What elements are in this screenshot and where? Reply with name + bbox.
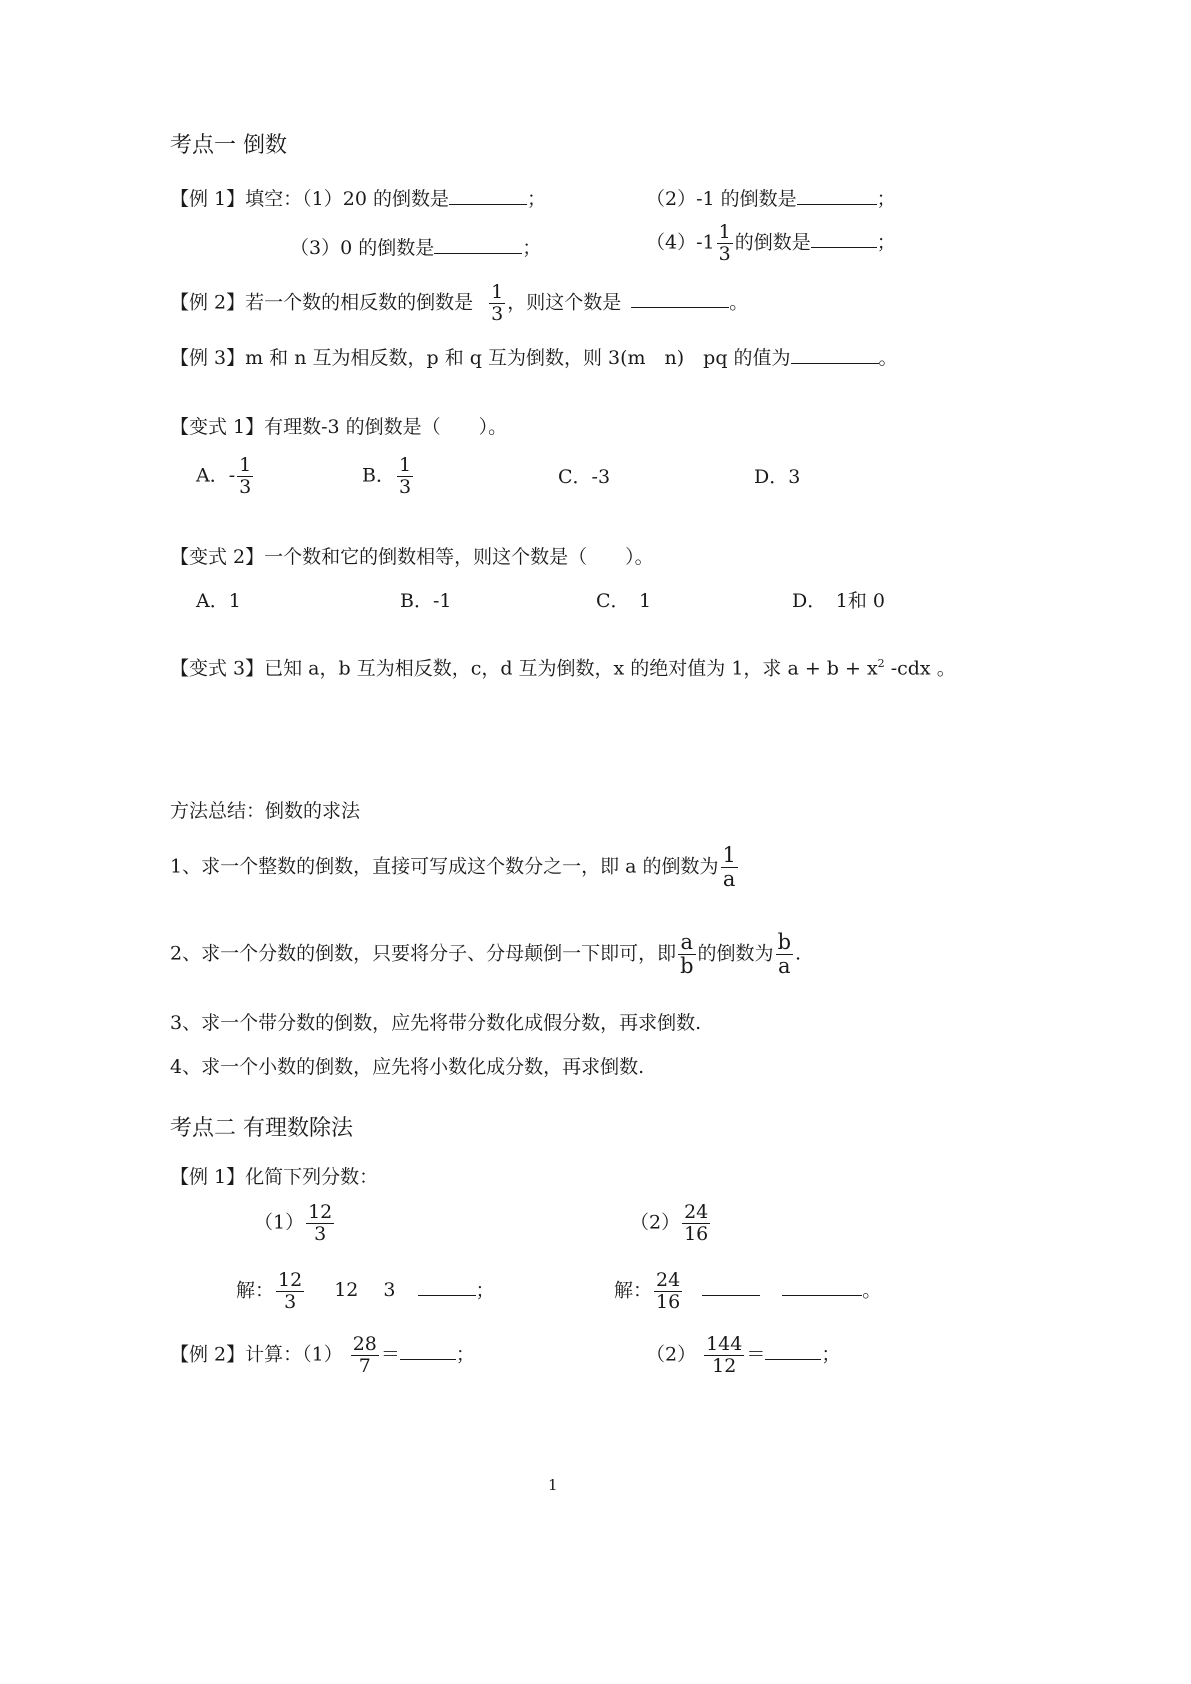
- numerator: a: [678, 931, 695, 955]
- equals-sign: ＝: [746, 1343, 766, 1366]
- punctuation: ；: [455, 1343, 475, 1366]
- answer-blank[interactable]: [400, 1340, 456, 1360]
- numerator: 1: [722, 843, 736, 867]
- variant-3-suffix: -cdx 。: [884, 657, 956, 680]
- fraction: [704, 1334, 744, 1377]
- variant-1-option-d[interactable]: D．3: [754, 466, 801, 488]
- solution-expression: 12 3: [334, 1279, 396, 1302]
- fraction: [654, 1270, 682, 1313]
- question-3-text: （3）0 的倒数是: [290, 237, 435, 259]
- answer-blank[interactable]: [797, 185, 877, 205]
- variant-1-option-b[interactable]: [362, 455, 415, 498]
- variant-2-option-c[interactable]: C． 1: [596, 590, 652, 612]
- denominator: 16: [656, 1290, 681, 1313]
- variant-3-question: [170, 658, 956, 678]
- example-label: 【例 1】填空：: [170, 188, 303, 210]
- example-3-text: 【例 3】m 和 n 互为相反数，p 和 q 互为倒数，则 3(m n) pq 的值为: [170, 347, 791, 369]
- denominator: a: [778, 954, 791, 979]
- section-title-reciprocal: 考点一 倒数: [170, 133, 287, 158]
- method-step-2-text: 2、求一个分数的倒数，只要将分子、分母颠倒一下即可，即: [170, 942, 677, 965]
- denominator: 3: [718, 242, 731, 265]
- answer-blank[interactable]: [765, 1340, 821, 1360]
- denominator: a: [722, 867, 736, 892]
- question-label: （1）: [254, 1211, 305, 1234]
- page-number: 1: [548, 1476, 558, 1494]
- denominator: 3: [491, 302, 504, 325]
- punctuation: ；: [522, 237, 542, 259]
- method-step-2: [170, 931, 801, 978]
- denominator: 12: [712, 1354, 737, 1377]
- fraction: [721, 844, 738, 891]
- option-label: B．: [362, 464, 395, 487]
- punctuation: 。: [862, 1279, 882, 1302]
- method-step-2-middle: 的倒数为: [697, 942, 774, 965]
- punctuation: ；: [475, 1279, 495, 1302]
- example-1-line-1: [170, 185, 546, 209]
- numerator: 24: [684, 1201, 709, 1223]
- exponent: 2: [877, 657, 885, 670]
- question-4-text: （4）-1: [646, 231, 715, 254]
- fraction: [717, 222, 733, 265]
- variant-2-option-d[interactable]: D． 1和 0: [792, 590, 885, 612]
- example-2-calculate-1: [170, 1334, 475, 1377]
- answer-blank[interactable]: [702, 1276, 760, 1296]
- question-label: （2）: [646, 1343, 697, 1366]
- solution-label: 解：: [614, 1279, 653, 1302]
- solution-label: 解：: [236, 1279, 275, 1302]
- punctuation: 。: [878, 347, 898, 369]
- punctuation: .: [795, 942, 802, 965]
- fraction: [489, 282, 505, 325]
- example-3: [170, 344, 898, 368]
- method-summary-title: 方法总结：倒数的求法: [170, 800, 361, 822]
- denominator: b: [680, 954, 694, 979]
- punctuation: 。: [729, 291, 749, 314]
- example-2: [170, 282, 748, 325]
- fraction: [678, 931, 695, 978]
- option-label: A．-: [196, 464, 236, 487]
- question-2-text: （2）-1 的倒数是: [646, 188, 797, 210]
- denominator: 7: [358, 1354, 371, 1377]
- fraction: [682, 1202, 710, 1245]
- denominator: 3: [284, 1290, 297, 1313]
- method-step-1: [170, 844, 740, 891]
- question-label: （2）: [630, 1211, 681, 1234]
- variant-1-option-c[interactable]: C．-3: [558, 466, 611, 488]
- fraction: [351, 1334, 379, 1377]
- question-4-suffix: 的倒数是: [734, 231, 811, 254]
- method-step-3: 3、求一个带分数的倒数，应先将带分数化成假分数，再求倒数.: [170, 1012, 702, 1034]
- variant-2-question: 【变式 2】一个数和它的倒数相等，则这个数是（ ）。: [170, 546, 654, 568]
- variant-1-option-a[interactable]: [196, 455, 255, 498]
- example-2-calculate-2: [646, 1334, 840, 1377]
- numerator: 144: [706, 1333, 743, 1355]
- numerator: 12: [308, 1201, 333, 1223]
- numerator: 28: [352, 1333, 377, 1355]
- method-step-4: 4、求一个小数的倒数，应先将小数化成分数，再求倒数.: [170, 1056, 645, 1078]
- denominator: 3: [239, 475, 252, 498]
- simplify-solution-2: [614, 1270, 881, 1313]
- variant-1-question: 【变式 1】有理数-3 的倒数是（ ）。: [170, 416, 508, 438]
- method-step-1-text: 1、求一个整数的倒数，直接可写成这个数分之一，即 a 的倒数为: [170, 855, 719, 878]
- example-label: 【例 2】计算：（1）: [170, 1343, 343, 1366]
- variant-2-option-a[interactable]: A．1: [196, 590, 241, 612]
- variant-3-text: 【变式 3】已知 a，b 互为相反数，c，d 互为倒数，x 的绝对值为 1，求 a + b + x: [170, 657, 878, 680]
- question-1-text: （1）20 的倒数是: [302, 188, 449, 210]
- answer-blank[interactable]: [631, 288, 729, 308]
- simplify-question-1: [254, 1202, 336, 1245]
- example-1-question-2: [646, 185, 896, 209]
- fraction: [306, 1202, 334, 1245]
- numerator: 1: [718, 221, 731, 243]
- simplify-solution-1: [236, 1270, 495, 1313]
- example-1-question-3: [290, 234, 541, 258]
- answer-blank[interactable]: [418, 1276, 476, 1296]
- answer-blank[interactable]: [449, 185, 527, 205]
- denominator: 3: [398, 475, 412, 498]
- answer-blank[interactable]: [434, 234, 522, 254]
- denominator: 16: [684, 1222, 709, 1245]
- answer-blank[interactable]: [811, 228, 877, 248]
- numerator: 1: [398, 454, 412, 476]
- simplify-question-2: [630, 1202, 712, 1245]
- denominator: 3: [314, 1222, 327, 1245]
- punctuation: ；: [876, 231, 896, 254]
- punctuation: ；: [821, 1343, 841, 1366]
- example-1-division-label: 【例 1】化简下列分数：: [170, 1166, 379, 1188]
- equals-sign: ＝: [380, 1343, 400, 1366]
- example-2-text: 【例 2】若一个数的相反数的倒数是: [170, 291, 474, 314]
- answer-blank[interactable]: [791, 344, 879, 364]
- fraction: [776, 931, 793, 978]
- numerator: 1: [239, 454, 252, 476]
- numerator: b: [777, 930, 792, 954]
- punctuation: ；: [526, 188, 546, 210]
- fraction: [276, 1270, 304, 1313]
- variant-2-option-b[interactable]: B．-1: [400, 590, 452, 612]
- punctuation: ；: [876, 188, 896, 210]
- fraction: [237, 455, 253, 498]
- section-title-division: 考点二 有理数除法: [170, 1116, 353, 1141]
- numerator: 24: [656, 1269, 681, 1291]
- example-1-question-4: [646, 222, 896, 265]
- fraction: [397, 455, 413, 498]
- numerator: 1: [491, 281, 504, 303]
- answer-blank[interactable]: [782, 1276, 862, 1296]
- example-2-suffix: ，则这个数是: [507, 291, 622, 314]
- numerator: 12: [278, 1269, 303, 1291]
